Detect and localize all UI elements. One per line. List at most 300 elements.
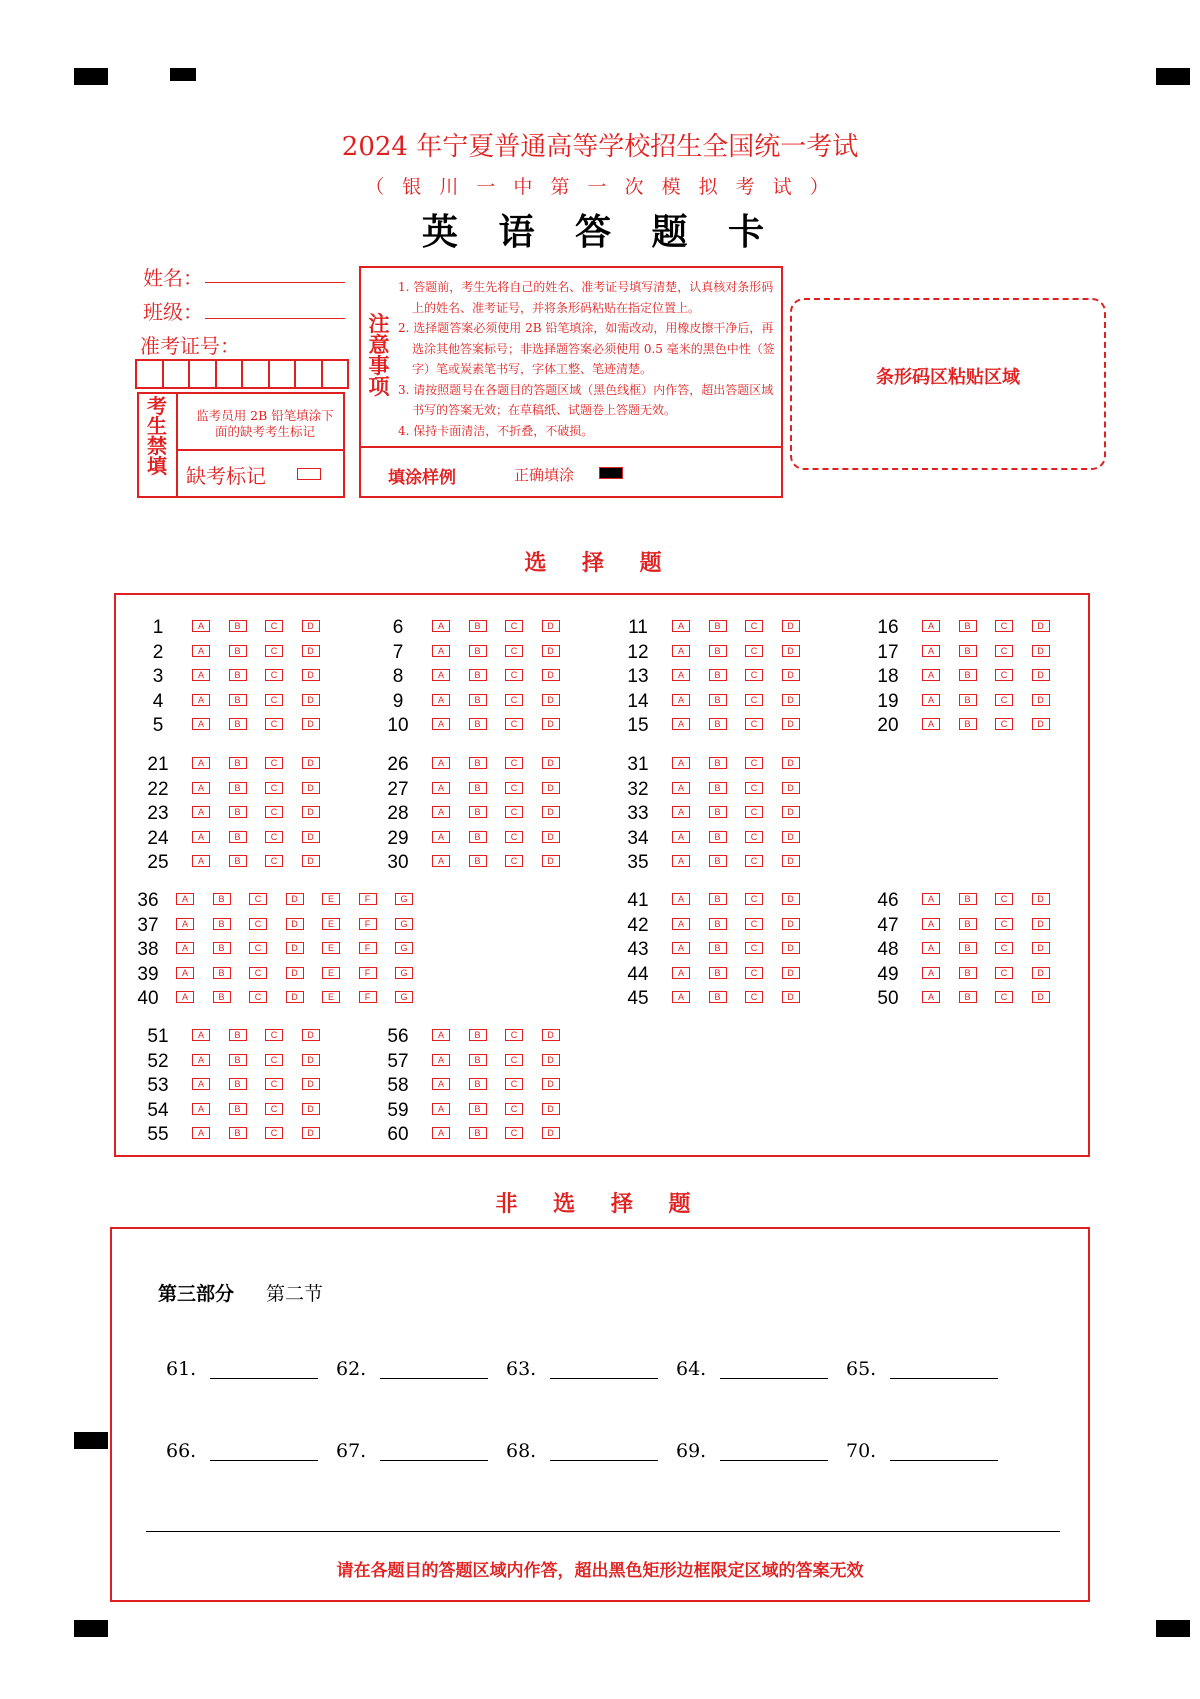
option-bubble-d[interactable]: D [302,1127,320,1139]
option-bubble-c[interactable]: C [995,942,1013,954]
question-number: 34 [627,827,649,849]
option-bubble-c[interactable]: C [505,1029,523,1041]
option-bubble-b[interactable]: B [469,620,487,632]
option-bubble-a[interactable]: A [176,967,194,979]
option-bubble-a[interactable]: A [432,1103,450,1115]
option-bubble-d[interactable]: D [542,645,560,657]
option-bubble-a[interactable]: A [672,893,690,905]
option-bubble-b[interactable]: B [469,718,487,730]
option-bubble-a[interactable]: A [176,991,194,1003]
option-bubble-c[interactable]: C [265,1054,283,1066]
option-bubble-c[interactable]: C [505,1054,523,1066]
option-bubble-d[interactable]: D [1032,718,1050,730]
option-bubble-c[interactable]: C [745,991,763,1003]
registration-mark-mid-left [74,1432,108,1449]
option-bubble-c[interactable]: C [505,855,523,867]
option-bubble-c[interactable]: C [745,831,763,843]
option-bubble-c[interactable]: C [505,831,523,843]
option-bubble-b[interactable]: B [229,1078,247,1090]
option-bubble-c[interactable]: C [745,806,763,818]
option-bubble-a[interactable]: A [672,645,690,657]
question-number: 5 [152,715,164,737]
question-number: 51 [147,1026,169,1047]
option-bubble-c[interactable]: C [995,645,1013,657]
option-bubble-b[interactable]: B [709,694,727,706]
option-bubble-b[interactable]: B [959,669,977,681]
option-bubble-d[interactable]: D [782,918,800,930]
option-bubble-c[interactable]: C [995,893,1013,905]
option-bubble-b[interactable]: B [229,757,247,769]
option-bubble-a[interactable]: A [192,669,210,681]
option-bubble-d[interactable]: D [1032,669,1050,681]
option-bubble-c[interactable]: C [745,918,763,930]
class-field[interactable] [205,318,345,319]
option-bubble-a[interactable]: A [672,620,690,632]
option-bubble-b[interactable]: B [229,782,247,794]
option-bubble-c[interactable]: C [249,967,267,979]
option-bubble-a[interactable]: A [922,893,940,905]
option-bubble-a[interactable]: A [672,855,690,867]
option-bubble-d[interactable]: D [782,991,800,1003]
id-number-boxes[interactable] [135,359,349,389]
option-bubble-a[interactable]: A [672,967,690,979]
option-bubble-d[interactable]: D [542,1103,560,1115]
option-bubble-b[interactable]: B [709,718,727,730]
registration-mark-top-left-small [170,68,196,81]
option-bubble-b[interactable]: B [709,942,727,954]
option-bubble-d[interactable]: D [542,620,560,632]
answer-blank[interactable] [550,1378,658,1379]
option-bubble-a[interactable]: A [432,620,450,632]
option-bubble-a[interactable]: A [922,620,940,632]
blank-number: 62. [336,1358,367,1380]
answer-blank[interactable] [720,1460,828,1461]
option-bubble-c[interactable]: C [995,918,1013,930]
option-bubble-c[interactable]: C [995,620,1013,632]
option-bubble-a[interactable]: A [922,967,940,979]
option-bubble-d[interactable]: D [1032,918,1050,930]
option-bubble-b[interactable]: B [229,669,247,681]
option-bubble-d[interactable]: D [782,806,800,818]
option-bubble-b[interactable]: B [709,967,727,979]
option-bubble-c[interactable]: C [505,645,523,657]
option-bubble-d[interactable]: D [302,718,320,730]
option-bubble-d[interactable]: D [542,831,560,843]
option-bubble-b[interactable]: B [959,645,977,657]
option-bubble-g[interactable]: G [395,967,413,979]
option-bubble-c[interactable]: C [505,1078,523,1090]
option-bubble-d[interactable]: D [1032,620,1050,632]
option-bubble-d[interactable]: D [542,782,560,794]
option-bubble-b[interactable]: B [959,620,977,632]
option-bubble-c[interactable]: C [265,831,283,843]
option-bubble-d[interactable]: D [302,831,320,843]
option-bubble-a[interactable]: A [432,831,450,843]
option-bubble-g[interactable]: G [395,918,413,930]
option-bubble-a[interactable]: A [192,855,210,867]
option-bubble-b[interactable]: B [229,1029,247,1041]
option-bubble-d[interactable]: D [302,757,320,769]
option-bubble-a[interactable]: A [432,1054,450,1066]
option-bubble-c[interactable]: C [265,757,283,769]
option-bubble-d[interactable]: D [302,782,320,794]
option-bubble-a[interactable]: A [192,1127,210,1139]
option-bubble-b[interactable]: B [709,831,727,843]
option-bubble-a[interactable]: A [922,669,940,681]
option-bubble-a[interactable]: A [672,942,690,954]
option-bubble-c[interactable]: C [265,645,283,657]
option-bubble-b[interactable]: B [469,1054,487,1066]
option-bubble-d[interactable]: D [1032,967,1050,979]
option-bubble-c[interactable]: C [995,694,1013,706]
option-bubble-c[interactable]: C [745,718,763,730]
option-bubble-c[interactable]: C [745,967,763,979]
option-bubble-c[interactable]: C [505,757,523,769]
option-bubble-b[interactable]: B [469,855,487,867]
question-number: 56 [387,1026,409,1047]
option-bubble-d[interactable]: D [782,718,800,730]
option-bubble-a[interactable]: A [432,718,450,730]
name-field[interactable] [205,282,345,283]
option-bubble-b[interactable]: B [469,1078,487,1090]
option-bubble-f[interactable]: F [359,991,377,1003]
option-bubble-b[interactable]: B [709,855,727,867]
absent-mark-checkbox[interactable] [297,468,321,480]
option-bubble-c[interactable]: C [249,991,267,1003]
answer-blank[interactable] [210,1460,318,1461]
option-bubble-b[interactable]: B [213,942,231,954]
option-bubble-c[interactable]: C [745,893,763,905]
option-bubble-c[interactable]: C [265,855,283,867]
option-bubble-b[interactable]: B [709,620,727,632]
option-bubble-a[interactable]: A [192,831,210,843]
option-bubble-a[interactable]: A [432,1029,450,1041]
option-bubble-a[interactable]: A [192,645,210,657]
option-bubble-b[interactable]: B [469,1103,487,1115]
option-bubble-c[interactable]: C [249,918,267,930]
question-number: 30 [387,852,409,874]
option-bubble-b[interactable]: B [709,918,727,930]
blank-number: 63. [506,1358,537,1380]
option-bubble-b[interactable]: B [229,831,247,843]
option-bubble-e[interactable]: E [322,918,340,930]
option-bubble-a[interactable]: A [672,757,690,769]
option-bubble-d[interactable]: D [1032,694,1050,706]
option-bubble-d[interactable]: D [302,806,320,818]
option-bubble-d[interactable]: D [302,620,320,632]
option-bubble-b[interactable]: B [229,694,247,706]
option-bubble-a[interactable]: A [192,782,210,794]
notice-divider [359,446,783,448]
option-bubble-a[interactable]: A [192,1029,210,1041]
option-bubble-c[interactable]: C [265,806,283,818]
option-bubble-b[interactable]: B [229,1127,247,1139]
option-bubble-g[interactable]: G [395,991,413,1003]
option-bubble-b[interactable]: B [469,782,487,794]
option-bubble-d[interactable]: D [782,855,800,867]
option-bubble-f[interactable]: F [359,893,377,905]
option-bubble-d[interactable]: D [1032,645,1050,657]
option-bubble-a[interactable]: A [432,1127,450,1139]
answer-blank[interactable] [210,1378,318,1379]
option-bubble-d[interactable]: D [542,1127,560,1139]
option-bubble-d[interactable]: D [302,669,320,681]
option-bubble-b[interactable]: B [469,1127,487,1139]
option-bubble-b[interactable]: B [709,757,727,769]
option-bubble-d[interactable]: D [542,855,560,867]
question-number: 44 [627,963,649,985]
question-number: 4 [152,690,164,712]
option-bubble-b[interactable]: B [469,694,487,706]
option-bubble-d[interactable]: D [782,967,800,979]
option-bubble-c[interactable]: C [505,806,523,818]
option-bubble-b[interactable]: B [709,893,727,905]
option-bubble-a[interactable]: A [922,645,940,657]
option-bubble-a[interactable]: A [192,620,210,632]
option-bubble-e[interactable]: E [322,942,340,954]
option-bubble-a[interactable]: A [432,1078,450,1090]
question-number: 15 [627,715,649,737]
option-bubble-b[interactable]: B [213,991,231,1003]
answer-blank[interactable] [720,1378,828,1379]
option-bubble-c[interactable]: C [995,967,1013,979]
option-bubble-d[interactable]: D [302,1054,320,1066]
question-number: 58 [387,1075,409,1097]
option-bubble-d[interactable]: D [782,893,800,905]
option-bubble-b[interactable]: B [959,967,977,979]
option-bubble-b[interactable]: B [709,669,727,681]
option-bubble-d[interactable]: D [286,991,304,1003]
option-bubble-e[interactable]: E [322,967,340,979]
option-bubble-b[interactable]: B [709,806,727,818]
option-bubble-a[interactable]: A [672,694,690,706]
option-bubble-b[interactable]: B [469,757,487,769]
option-bubble-c[interactable]: C [745,645,763,657]
option-bubble-a[interactable]: A [176,942,194,954]
option-bubble-a[interactable]: A [672,831,690,843]
option-bubble-b[interactable]: B [709,645,727,657]
option-bubble-d[interactable]: D [286,942,304,954]
option-bubble-a[interactable]: A [192,1078,210,1090]
option-bubble-a[interactable]: A [672,782,690,794]
option-bubble-b[interactable]: B [229,806,247,818]
option-bubble-d[interactable]: D [1032,991,1050,1003]
option-bubble-c[interactable]: C [265,1127,283,1139]
option-bubble-g[interactable]: G [395,942,413,954]
option-bubble-d[interactable]: D [782,645,800,657]
option-bubble-b[interactable]: B [469,806,487,818]
correct-fill-sample [599,467,623,479]
question-number: 9 [392,690,404,712]
option-bubble-d[interactable]: D [782,782,800,794]
option-bubble-a[interactable]: A [672,718,690,730]
option-bubble-d[interactable]: D [542,806,560,818]
option-bubble-b[interactable]: B [959,991,977,1003]
option-bubble-b[interactable]: B [709,991,727,1003]
option-bubble-b[interactable]: B [469,645,487,657]
option-bubble-d[interactable]: D [782,669,800,681]
option-bubble-d[interactable]: D [286,967,304,979]
option-bubble-d[interactable]: D [286,893,304,905]
option-bubble-b[interactable]: B [709,782,727,794]
option-bubble-a[interactable]: A [672,669,690,681]
option-bubble-b[interactable]: B [213,893,231,905]
option-bubble-b[interactable]: B [229,645,247,657]
option-bubble-c[interactable]: C [745,757,763,769]
question-number: 53 [147,1075,169,1097]
option-bubble-c[interactable]: C [995,718,1013,730]
option-bubble-c[interactable]: C [265,718,283,730]
option-bubble-c[interactable]: C [265,1078,283,1090]
option-bubble-f[interactable]: F [359,967,377,979]
option-bubble-a[interactable]: A [432,757,450,769]
option-bubble-a[interactable]: A [922,718,940,730]
option-bubble-c[interactable]: C [265,620,283,632]
question-number: 23 [147,803,169,825]
option-bubble-c[interactable]: C [265,694,283,706]
option-bubble-c[interactable]: C [265,1103,283,1115]
blank-number: 67. [336,1440,367,1462]
option-bubble-b[interactable]: B [229,1103,247,1115]
option-bubble-b[interactable]: B [213,967,231,979]
option-bubble-a[interactable]: A [192,757,210,769]
option-bubble-d[interactable]: D [1032,893,1050,905]
option-bubble-a[interactable]: A [192,694,210,706]
option-bubble-b[interactable]: B [469,669,487,681]
question-number: 19 [877,690,899,712]
option-bubble-b[interactable]: B [229,620,247,632]
id-label: 准考证号： [140,334,240,358]
question-number: 37 [137,914,159,936]
option-bubble-a[interactable]: A [432,645,450,657]
option-bubble-d[interactable]: D [542,1054,560,1066]
option-bubble-e[interactable]: E [322,991,340,1003]
option-bubble-c[interactable]: C [505,669,523,681]
option-bubble-a[interactable]: A [922,918,940,930]
option-bubble-c[interactable]: C [745,669,763,681]
option-bubble-d[interactable]: D [302,1029,320,1041]
option-bubble-c[interactable]: C [265,782,283,794]
option-bubble-a[interactable]: A [922,991,940,1003]
option-bubble-c[interactable]: C [995,669,1013,681]
answer-blank[interactable] [890,1460,998,1461]
option-bubble-a[interactable]: A [176,893,194,905]
option-bubble-d[interactable]: D [1032,942,1050,954]
question-number: 43 [627,939,649,961]
option-bubble-c[interactable]: C [265,669,283,681]
option-bubble-a[interactable]: A [672,918,690,930]
option-bubble-c[interactable]: C [745,855,763,867]
option-bubble-d[interactable]: D [302,1078,320,1090]
blank-number: 68. [506,1440,537,1462]
option-bubble-d[interactable]: D [302,855,320,867]
option-bubble-a[interactable]: A [432,694,450,706]
option-bubble-c[interactable]: C [505,782,523,794]
option-bubble-d[interactable]: D [782,831,800,843]
nonchoice-section-title: 非 选 择 题 [495,1192,705,1217]
option-bubble-b[interactable]: B [959,918,977,930]
option-bubble-b[interactable]: B [959,893,977,905]
option-bubble-a[interactable]: A [922,694,940,706]
option-bubble-b[interactable]: B [469,1029,487,1041]
option-bubble-c[interactable]: C [249,942,267,954]
option-bubble-c[interactable]: C [505,620,523,632]
option-bubble-d[interactable]: D [542,694,560,706]
option-bubble-c[interactable]: C [745,782,763,794]
option-bubble-a[interactable]: A [192,806,210,818]
answer-blank[interactable] [380,1378,488,1379]
option-bubble-c[interactable]: C [745,620,763,632]
option-bubble-c[interactable]: C [995,991,1013,1003]
question-number: 11 [628,617,648,638]
option-bubble-a[interactable]: A [432,806,450,818]
option-bubble-d[interactable]: D [782,694,800,706]
option-bubble-a[interactable]: A [176,918,194,930]
option-bubble-a[interactable]: A [432,855,450,867]
question-number: 35 [627,852,649,874]
option-bubble-d[interactable]: D [542,669,560,681]
option-bubble-d[interactable]: D [782,620,800,632]
option-bubble-a[interactable]: A [192,718,210,730]
answer-blank[interactable] [550,1460,658,1461]
option-bubble-d[interactable]: D [782,757,800,769]
option-bubble-c[interactable]: C [745,942,763,954]
registration-mark-bottom-right [1156,1620,1190,1637]
option-bubble-d[interactable]: D [302,694,320,706]
option-bubble-c[interactable]: C [505,718,523,730]
option-bubble-c[interactable]: C [505,1127,523,1139]
option-bubble-d[interactable]: D [542,757,560,769]
option-bubble-c[interactable]: C [265,1029,283,1041]
option-bubble-f[interactable]: F [359,942,377,954]
option-bubble-a[interactable]: A [432,669,450,681]
option-bubble-b[interactable]: B [229,855,247,867]
option-bubble-a[interactable]: A [192,1054,210,1066]
option-bubble-d[interactable]: D [302,645,320,657]
question-number: 41 [627,890,649,911]
option-bubble-b[interactable]: B [959,942,977,954]
option-bubble-c[interactable]: C [505,694,523,706]
option-bubble-c[interactable]: C [249,893,267,905]
option-bubble-d[interactable]: D [542,1029,560,1041]
option-bubble-d[interactable]: D [286,918,304,930]
option-bubble-d[interactable]: D [302,1103,320,1115]
option-bubble-b[interactable]: B [229,718,247,730]
option-bubble-c[interactable]: C [505,1103,523,1115]
answer-blank[interactable] [890,1378,998,1379]
option-bubble-d[interactable]: D [542,1078,560,1090]
option-bubble-e[interactable]: E [322,893,340,905]
option-bubble-b[interactable]: B [469,831,487,843]
option-bubble-d[interactable]: D [782,942,800,954]
choice-answer-area [114,593,1090,1157]
option-bubble-b[interactable]: B [229,1054,247,1066]
option-bubble-b[interactable]: B [213,918,231,930]
answer-blank[interactable] [380,1460,488,1461]
option-bubble-f[interactable]: F [359,918,377,930]
option-bubble-b[interactable]: B [959,694,977,706]
option-bubble-b[interactable]: B [959,718,977,730]
option-bubble-g[interactable]: G [395,893,413,905]
option-bubble-a[interactable]: A [192,1103,210,1115]
option-bubble-a[interactable]: A [672,991,690,1003]
option-bubble-c[interactable]: C [745,694,763,706]
option-bubble-a[interactable]: A [432,782,450,794]
option-bubble-a[interactable]: A [922,942,940,954]
option-bubble-d[interactable]: D [542,718,560,730]
option-bubble-a[interactable]: A [672,806,690,818]
question-number: 27 [387,778,409,800]
